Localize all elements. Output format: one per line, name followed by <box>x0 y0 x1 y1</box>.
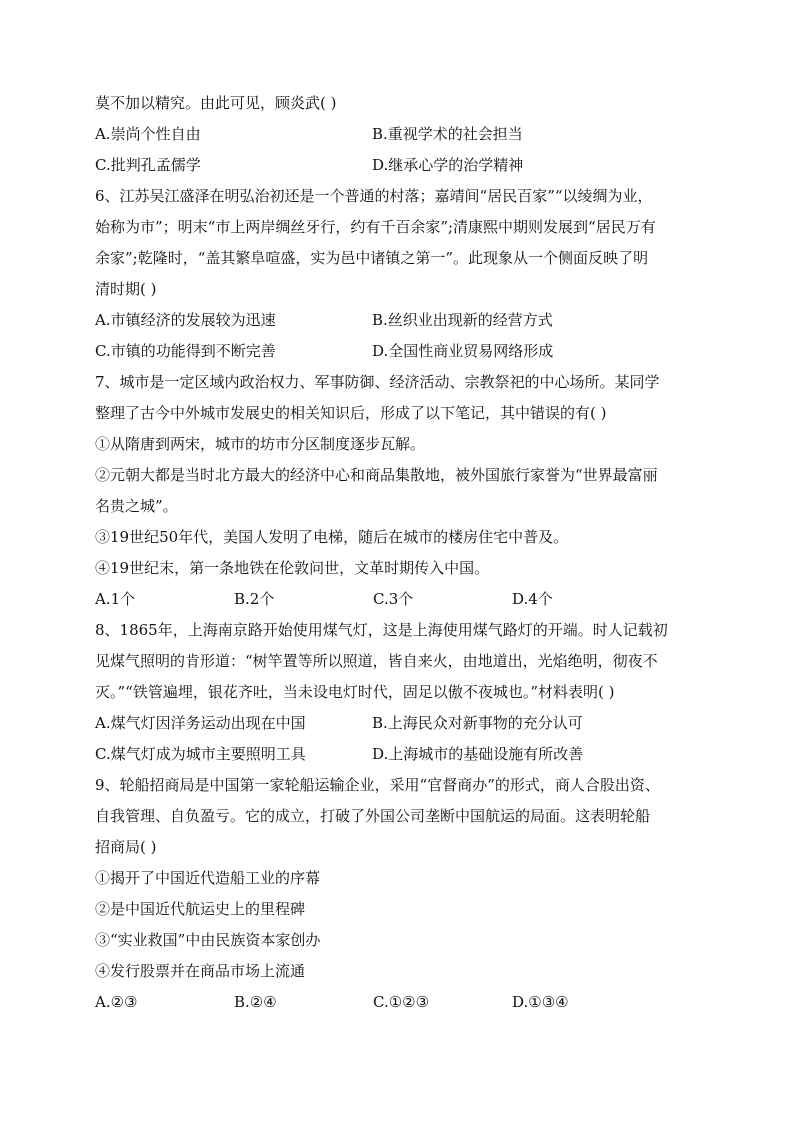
q8-options-row-2 <box>95 739 705 770</box>
q9-option-c[interactable]: C.①②③ <box>373 993 430 1011</box>
q6-option-d[interactable]: D.全国性商业贸易网络形成 <box>372 342 554 360</box>
q7-option-d[interactable]: D.4个 <box>512 590 553 608</box>
q9-stem-line-3: 招商局( ) <box>95 838 157 856</box>
q8-stem-line-2: 见煤气照明的肯形道：“树竿置等所以照道，皆自来火，由地道出，光焰绝明，彻夜不 <box>95 652 658 670</box>
q8-stem-line-1: 8、1865年，上海南京路开始使用煤气灯，这是上海使用煤气路灯的开端。时人记载初 <box>95 621 668 639</box>
q9-item-1: ①揭开了中国近代造船工业的序幕 <box>95 869 321 887</box>
q6-options-row-1 <box>95 305 705 336</box>
q5-option-d[interactable]: D.继承心学的治学精神 <box>372 156 524 174</box>
page-content <box>95 88 705 1018</box>
q7-item-2-cont: 名贵之城”。 <box>95 497 178 515</box>
q7-item-1: ①从隋唐到两宋，城市的坊市分区制度逐步瓦解。 <box>95 435 426 453</box>
q7-stem-line-1: 7、城市是一定区域内政治权力、军事防御、经济活动、宗教祭祀的中心场所。某同学 <box>95 373 660 391</box>
q7-options-row <box>95 584 705 615</box>
q5-option-b[interactable]: B.重视学术的社会担当 <box>372 125 523 143</box>
q8-options-row-1 <box>95 708 705 739</box>
q5-option-a[interactable]: A.崇尚个性自由 <box>95 125 201 143</box>
q6-stem-line-2: 始称为市”；明末“市上两岸绸丝牙行，约有千百余家”;清康熙中期则发展到“居民万有 <box>95 218 656 236</box>
q5-stem-tail: 莫不加以精究。由此可见，顾炎武( ) <box>95 94 337 112</box>
q9-options-row <box>95 987 705 1018</box>
q6-stem-line-4: 清时期( ) <box>95 280 157 298</box>
q9-option-b[interactable]: B.②④ <box>234 993 277 1011</box>
q7-option-b[interactable]: B.2个 <box>234 590 275 608</box>
q9-stem-line-1: 9、轮船招商局是中国第一家轮船运输企业，采用“官督商办”的形式，商人合股出资、 <box>95 776 660 794</box>
q6-stem-line-1: 6、江苏吴江盛泽在明弘治初还是一个普通的村落；嘉靖间“居民百家”“以绫绸为业， <box>95 187 653 205</box>
q9-item-4: ④发行股票并在商品市场上流通 <box>95 962 306 980</box>
q5-options-row-1 <box>95 119 705 150</box>
q9-option-a[interactable]: A.②③ <box>95 993 138 1011</box>
q9-stem-line-2: 自我管理、自负盈亏。它的成立，打破了外国公司垄断中国航运的局面。这表明轮船 <box>95 807 651 825</box>
q8-option-a[interactable]: A.煤气灯因洋务运动出现在中国 <box>95 714 306 732</box>
q7-stem-line-2: 整理了古今中外城市发展史的相关知识后，形成了以下笔记，其中错误的有( ) <box>95 404 607 422</box>
q6-stem-line-3: 余家”;乾隆时，“盖其繁阜喧盛，实为邑中诸镇之第一”。此现象从一个侧面反映了明 <box>95 249 649 267</box>
q6-option-c[interactable]: C.市镇的功能得到不断完善 <box>95 342 276 360</box>
q7-item-3: ③19世纪50年代，美国人发明了电梯，随后在城市的楼房住宅中普及。 <box>95 528 569 546</box>
q7-item-4: ④19世纪末，第一条地铁在伦敦问世，文革时期传入中国。 <box>95 559 490 577</box>
q8-option-c[interactable]: C.煤气灯成为城市主要照明工具 <box>95 745 306 763</box>
q7-option-c[interactable]: C.3个 <box>373 590 414 608</box>
q6-options-row-2 <box>95 336 705 367</box>
q8-stem-line-3: 灭。”“铁管遍埋，银花齐吐，当未设电灯时代，固足以傲不夜城也。”材料表明( ) <box>95 683 615 701</box>
q6-option-a[interactable]: A.市镇经济的发展较为迅速 <box>95 311 276 329</box>
q8-option-b[interactable]: B.上海民众对新事物的充分认可 <box>372 714 583 732</box>
q5-options-row-2 <box>95 150 705 181</box>
q9-item-3: ③“实业救国”中由民族资本家创办 <box>95 931 321 949</box>
q7-option-a[interactable]: A.1个 <box>95 590 136 608</box>
q8-option-d[interactable]: D.上海城市的基础设施有所改善 <box>372 745 584 763</box>
q6-option-b[interactable]: B.丝织业出现新的经营方式 <box>372 311 553 329</box>
q9-item-2: ②是中国近代航运史上的里程碑 <box>95 900 306 918</box>
q9-option-d[interactable]: D.①③④ <box>512 993 569 1011</box>
q7-item-2: ②元朝大都是当时北方最大的经济中心和商品集散地，被外国旅行家誉为“世界最富丽 <box>95 466 658 484</box>
q5-option-c[interactable]: C.批判孔孟儒学 <box>95 156 201 174</box>
